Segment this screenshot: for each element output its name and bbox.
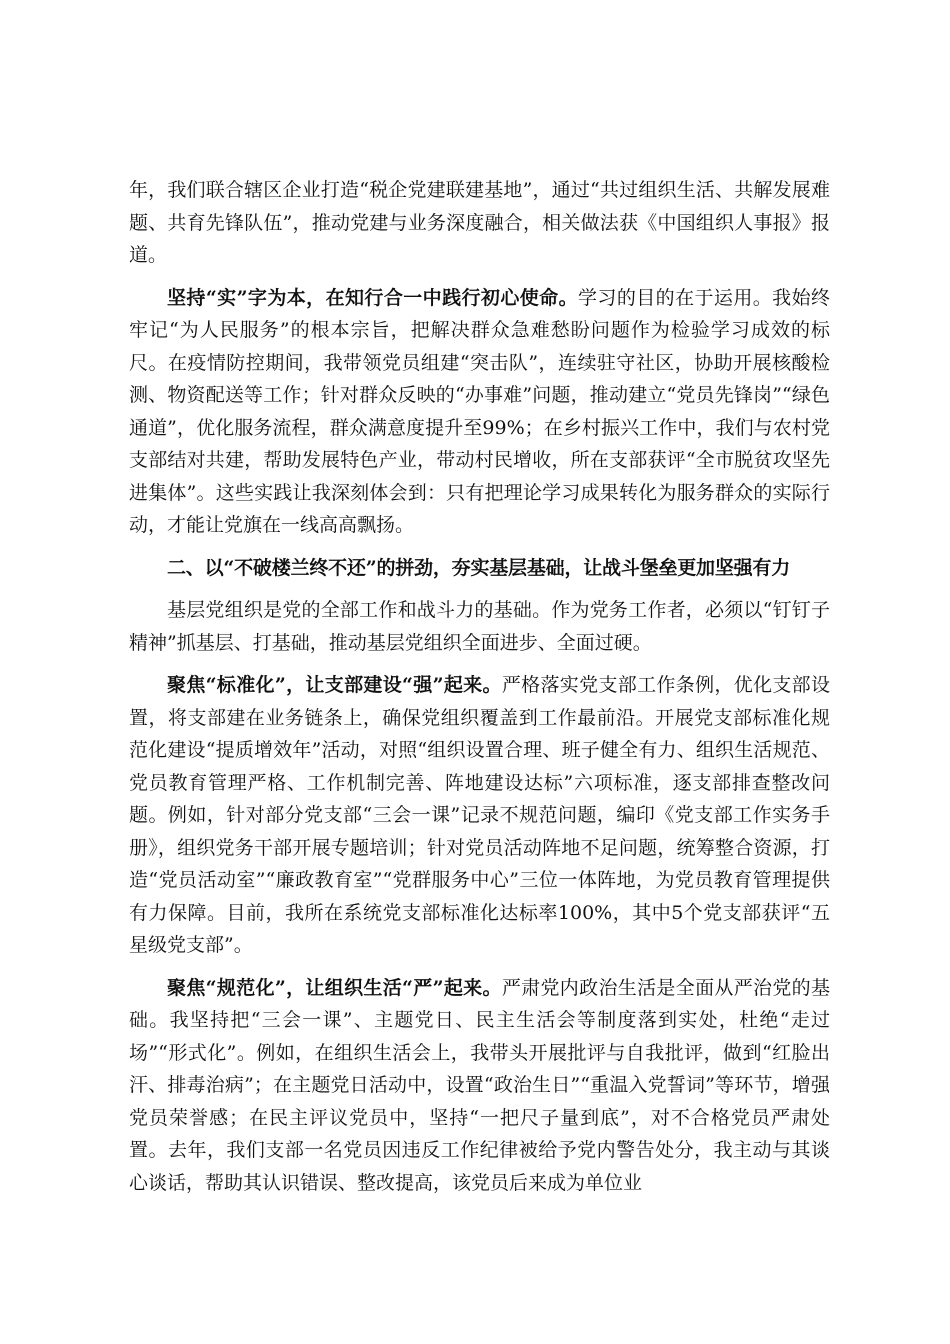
paragraph-practice: [129, 282, 830, 542]
paragraph-text: 基层党组织是党的全部工作和战斗力的基础。作为党务工作者，必须以“钉钉子精神”抓基层、打基础，推动基层党组织全面进步、全面过硬。: [129, 599, 830, 654]
paragraph-text: 严格落实党支部工作条例，优化支部设置，将支部建在业务链条上，确保党组织覆盖到工作最前沿。开展党支部标准化规范化建设“提质增效年”活动，对照“组织设置合理、班子健全有力、组织生活规范、党员教育管理严格、工作机制完善、阵地建设达标”六项标准，逐支部排查整改问题。例如，针对部分党支部“三会一课”记录不规范问题，编印《党支部工作实务手册》，组织党务干部开展专题培训；针对党员活动阵地不足问题，统筹整合资源，打造“党员活动室”“廉政教育室”“党群服务中心”三位一体阵地，为党员教育管理提供有力保障。目前，我所在系统党支部标准化达标率100%，其中5个党支部获评“五星级党支部”。: [129, 674, 830, 956]
paragraph-intro: [129, 594, 830, 659]
paragraph-lead: 坚持“实”字为本，在知行合一中践行初心使命。: [167, 286, 578, 309]
paragraph-regularization: [129, 972, 830, 1200]
paragraph-lead: 聚焦“规范化”，让组织生活“严”起来。: [167, 976, 502, 999]
paragraph-text: 学习的目的在于运用。我始终牢记“为人民服务”的根本宗旨，把解决群众急难愁盼问题作为检验学习成效的标尺。在疫情防控期间，我带领党员组建“突击队”，连续驻守社区，协助开展核酸检测、物资配送等工作；针对群众反映的“办事难”问题，推动建立“党员先锋岗”“绿色通道”，优化服务流程，群众满意度提升至99%；在乡村振兴工作中，我们与农村党支部结对共建，帮助发展特色产业，带动村民增收，所在支部获评“全市脱贫攻坚先进集体”。这些实践让我深刻体会到：只有把理论学习成果转化为服务群众的实际行动，才能让党旗在一线高高飘扬。: [129, 286, 830, 536]
section-heading: 二、以“不破楼兰终不还”的拼劲，夯实基层基础，让战斗堡垒更加坚强有力: [167, 556, 791, 579]
paragraph-text: 年，我们联合辖区企业打造“税企党建联建基地”，通过“共过组织生活、共解发展难题、共育先锋队伍”，推动党建与业务深度融合，相关做法获《中国组织人事报》报道。: [129, 179, 830, 266]
document-body: [129, 174, 830, 1209]
paragraph-standardization: [129, 669, 830, 962]
paragraph-lead: 聚焦“标准化”，让支部建设“强”起来。: [167, 674, 502, 696]
paragraph-continuation: [129, 174, 830, 272]
paragraph-text: 严肃党内政治生活是全面从严治党的基础。我坚持把“三会一课”、主题党日、民主生活会等制度落到实处，杜绝“走过场”“形式化”。例如，在组织生活会上，我带头开展批评与自我批评，做到“红脸出汗、排毒治病”；在主题党日活动中，设置“政治生日”“重温入党誓词”等环节，增强党员荣誉感；在民主评议党员中，坚持“一把尺子量到底”，对不合格党员严肃处置。去年，我们支部一名党员因违反工作纪律被给予党内警告处分，我主动与其谈心谈话，帮助其认识错误、整改提高，该党员后来成为单位业: [129, 976, 830, 1194]
